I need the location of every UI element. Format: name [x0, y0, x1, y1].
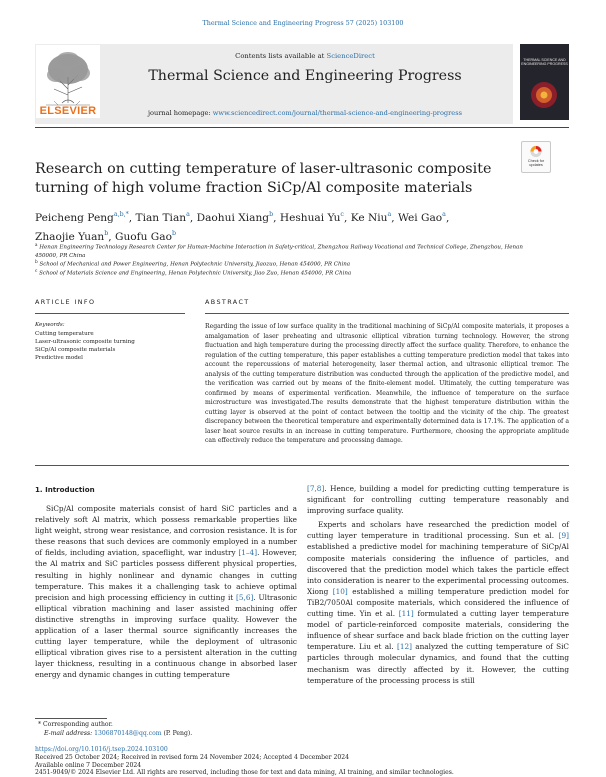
citation-link[interactable]: [5,6]: [236, 592, 254, 602]
text-run: established a milling temperature prediction model for TiB2/7050Al composite materials, which considered the influence of cutting time. Yin et al.: [307, 586, 569, 619]
cover-title: THERMAL SCIENCE AND ENGINEERING PROGRESS: [521, 58, 568, 67]
abstract-bottom-rule: [35, 465, 569, 466]
intro-right-column: [307, 483, 569, 686]
author-separator: ,: [108, 231, 116, 243]
paragraph: [35, 503, 297, 681]
author-separator: ,: [391, 212, 398, 224]
author-name: Daohui Xiang: [196, 212, 270, 224]
check-updates-label: Check for updates: [527, 159, 545, 168]
citation-link[interactable]: [11]: [398, 609, 414, 619]
homepage-link[interactable]: www.sciencedirect.com/journal/thermal-science-and-engineering-progress: [212, 109, 462, 117]
contents-prefix: Contents lists available at: [235, 52, 327, 60]
affil-marker: c: [35, 268, 38, 273]
author-name: Guofu Gao: [115, 231, 172, 243]
author-affil-marker[interactable]: c: [340, 211, 344, 218]
journal-cover[interactable]: [520, 44, 569, 120]
text-run: established a predictive model for machining temperature of SiCp/Al composite materials considering the influence of particles, and discovered that the prediction model which takes the particle effect into consideration is nearer to the experimental processing outcomes. Xiong: [307, 542, 569, 596]
author-name: Tian Tian: [135, 212, 187, 224]
affil-marker: b: [35, 259, 38, 264]
citation-link[interactable]: [1–4]: [238, 548, 258, 558]
copyright: 2451-9049/© 2024 Elsevier Ltd. All rights are reserved, including those for text and data mining, AI training, and similar technologies.: [35, 769, 454, 776]
text-run: . Hence, building a model for predicting cutting temperature is significant for controlling cutting temperature reasonably and improving surface quality.: [307, 484, 569, 516]
affiliation-c: [35, 267, 535, 278]
text-run: SiCp/Al composite materials consist of hard SiC particles and a relatively soft Al matrix, which possess remarkable properties like light weight, strong wear resistance, and corrosion resistance. It is for these reasons that such devices are commonly employed in a number of fields, including aviation, spaceflight, war industry: [35, 504, 297, 558]
email-suffix: (P. Peng).: [161, 730, 193, 737]
author-separator: ,: [445, 212, 450, 224]
keywords-label: Keywords:: [35, 322, 65, 328]
author-name: Heshuai Yu: [279, 212, 341, 224]
author[interactable]: [351, 212, 392, 224]
keyword: Laser-ultrasonic composite turning: [35, 339, 135, 345]
email-link[interactable]: 1306870148@qq.com: [94, 730, 162, 737]
article-info-rule: [35, 313, 185, 314]
citation-link[interactable]: [9]: [558, 531, 569, 541]
abstract-rule: [205, 313, 569, 314]
available-online: Available online 7 December 2024: [35, 762, 142, 769]
text-run: . Ultrasonic elliptical vibration machining and laser assisted machining offer distinctive strengths in improving surface quality. However the application of a laser thermal source significantly increases the cutting layer temperature, while the deployment of ultrasonic elliptical vibration gives rise to a persistent alteration in the cutting layer thickness, resulting in a continuous change in absorbed laser energy and dynamic changes in cutting temperature: [35, 592, 297, 680]
author-separator: ,: [343, 212, 351, 224]
email-note: [44, 730, 344, 737]
keyword: Predictive model: [35, 355, 83, 361]
author-affil-marker[interactable]: b: [171, 230, 176, 237]
email-label: E-mail address:: [44, 730, 95, 737]
text-run: formulated a cutting layer temperature model of particle-reinforced composite materials, considering the influence of shear surface and back blade friction on the cutting layer temperature. Liu et al.: [307, 609, 569, 652]
paragraph: [307, 519, 569, 685]
author[interactable]: [197, 212, 273, 224]
footnote-rule: [35, 718, 107, 719]
author-affil-marker[interactable]: a,b,*: [113, 211, 129, 218]
check-for-updates-badge[interactable]: [521, 141, 551, 173]
doi-text[interactable]: https://doi.org/10.1016/j.tsep.2024.103100: [35, 746, 168, 753]
author-name: Wei Gao: [397, 212, 443, 224]
affil-text: Henan Engineering Technology Research Center for Human-Machine Interaction in Safety-critical, Zhengzhou Railway Vocational and Technical College, Zhengzhou, Henan 450000, PR China: [35, 244, 523, 259]
intro-left-column: [35, 503, 297, 681]
author[interactable]: [35, 212, 129, 224]
author[interactable]: [398, 212, 446, 224]
text-run: analyzed the cutting temperature of SiC particles through molecular dynamics, and found that the cutting mechanism was directly affected by it. However, the cutting temperature of the processing process is still: [307, 642, 570, 685]
author-affil-marker[interactable]: a: [442, 211, 446, 218]
received-dates: Received 25 October 2024; Received in revised form 24 November 2024; Accepted 4 December 2024: [35, 754, 349, 761]
affil-marker: a: [35, 242, 38, 247]
corresponding-text: Corresponding author.: [42, 721, 113, 728]
sciencedirect-link[interactable]: ScienceDirect: [326, 52, 375, 60]
section-heading-introduction: 1. Introduction: [35, 485, 95, 494]
article-title: Research on cutting temperature of laser-ultrasonic composite turning of high volume fraction SiCp/Al composite materials: [35, 161, 492, 196]
corresponding-author-note: * Corresponding author.: [38, 721, 113, 728]
text-run: . However, the Al matrix and SiC particles possess different physical properties, resulting in highly nonlinear and dynamic changes in cutting temperature. This makes it a challenging task to achieve optimal precision and high processing efficiency in cutting it: [35, 548, 297, 602]
citation-link[interactable]: [12]: [396, 642, 412, 652]
author[interactable]: [136, 212, 190, 224]
author-affil-marker[interactable]: b: [104, 230, 109, 237]
journal-title: Thermal Science and Engineering Progress: [148, 68, 462, 84]
author-name: Peicheng Peng: [35, 212, 114, 224]
running-header: Thermal Science and Engineering Progress 57 (2025) 103100: [202, 19, 404, 27]
check-updates-icon: [530, 145, 542, 158]
author-separator: ,: [128, 212, 136, 224]
author-list: [35, 207, 535, 245]
article-info-heading: ARTICLE INFO: [35, 298, 96, 306]
contents-line: [100, 52, 510, 60]
author-affil-marker[interactable]: a: [186, 211, 190, 218]
author-separator: ,: [189, 212, 197, 224]
keyword: Cutting temperature: [35, 331, 94, 337]
affil-text: School of Mechanical and Power Engineering, Henan Polytechnic University, Jiaozuo, Henan 454000, PR China: [39, 261, 351, 268]
publisher-name: ELSEVIER: [39, 105, 97, 117]
citation-link[interactable]: [10]: [332, 586, 348, 596]
author-separator: ,: [273, 212, 280, 224]
homepage-prefix: journal homepage:: [148, 109, 213, 117]
text-run: Experts and scholars have researched the prediction model of cutting layer temperature in traditional processing. Sun et al.: [307, 520, 569, 541]
cover-artwork: [528, 78, 561, 112]
author-affil-marker[interactable]: b: [269, 211, 274, 218]
author-name: Ke Niu: [350, 212, 388, 224]
keyword: SiCp/Al composite materials: [35, 347, 116, 353]
citation-link[interactable]: [7,8]: [307, 484, 325, 493]
author-affil-marker[interactable]: a: [387, 211, 392, 218]
paragraph: [307, 483, 569, 516]
journal-homepage: [100, 109, 510, 117]
author-name: Zhaojie Yuan: [35, 231, 105, 243]
author[interactable]: [280, 212, 344, 224]
abstract-heading: ABSTRACT: [205, 298, 250, 306]
affil-text: School of Materials Science and Engineering, Henan Polytechnic University, Jiao Zuo, Henan 454000, PR China: [39, 270, 352, 277]
masthead-rule: [35, 127, 569, 128]
abstract-text: Regarding the issue of low surface quality in the traditional machining of SiCp/Al composite materials, it proposes a amalgamation of laser preheating and ultrasonic elliptical vibration turning technology. However, the strong fluctuation and high temperature during the processing directly affect the surface quality. Therefore, to enhance the regulation of the cutting temperature, this paper establishes a cutting temperature prediction model that takes into account the repercussions of material heterogeneity, laser thermal action, and ultrasonic elliptical tremor. The analysis of the cutting temperature distribution was conducted through the application of the predictive model, and the verification was carried out by means of the finite-element model. Ultimately, the cutting temperature was confirmed by means of experimental verification. Meanwhile, the influence of temperature on the surface microstructure was investigated.The results demonstrate that the highest temperature distribution within the cutting layer is observed at the point of contact between the tooltip and the vicinity of the chip. The greatest discrepancy between the theoretical temperature and experimentally determined data is 17.1%. The application of a laser heat source results in an increase in cutting temperature. Furthermore, choosing the appropriate amplitude can effectively reduce the temperature and processing damage.: [205, 323, 569, 444]
